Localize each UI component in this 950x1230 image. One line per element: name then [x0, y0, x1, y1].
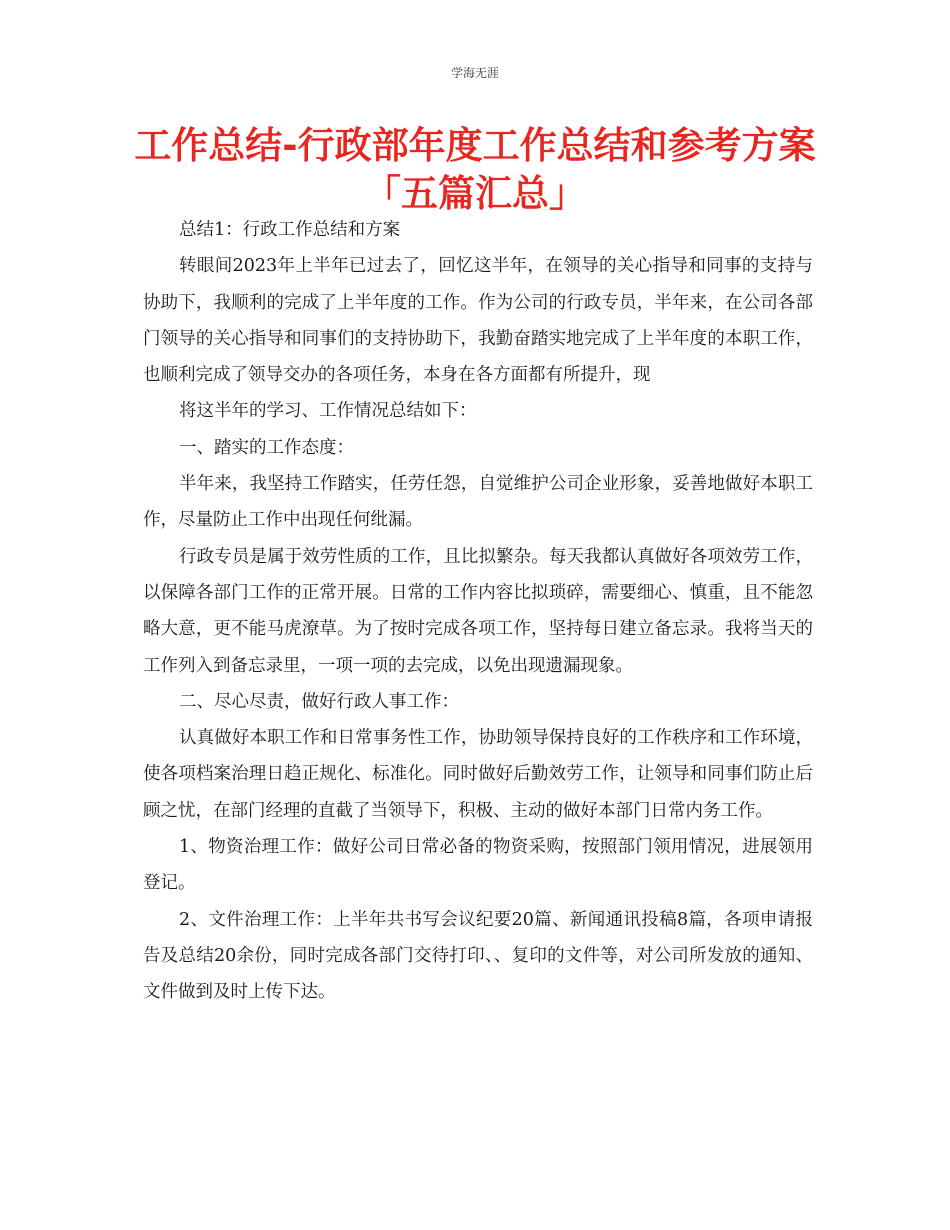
paragraph-summary-lead: 将这半年的学习、工作情况总结如下： — [179, 401, 477, 422]
section-heading-1: 一、踏实的工作态度： — [179, 437, 354, 458]
section-heading-2: 二、尽心尽责，做好行政人事工作： — [179, 691, 459, 712]
section-heading-summary-1: 总结1：行政工作总结和方案 — [179, 220, 401, 240]
document-body — [143, 212, 813, 1011]
list-item-documents: 2、文件治理工作：上半年共书写会议纪要20篇、新闻通讯投稿8篇，各项申请报告及总结20余份，同时完成各部门交待打印、、复印的文件等，对公司所发放的通知、文件做到及时上传下达。 — [143, 909, 813, 1003]
paragraph-duties: 认真做好本职工作和日常事务性工作，协助领导保持良好的工作秩序和工作环境，使各项档案治理日趋正规化、标准化。同时做好后勤效劳工作，让领导和同事们防止后顾之忧，在部门经理的直截了当领导下，积极、主动的做好本部门日常内务工作。 — [143, 728, 813, 821]
document-title: 工作总结-行政部年度工作总结和参考方案「五篇汇总」 — [134, 124, 816, 215]
paragraph-service: 行政专员是属于效劳性质的工作，且比拟繁杂。每天我都认真做好各项效劳工作，以保障各部门工作的正常开展。日常的工作内容比拟琐碎，需要细心、慎重，且不能忽略大意，更不能马虎潦草。为了按时完成各项工作，坚持每日建立备忘录。我将当天的工作列入到备忘录里，一项一项的去完成，以免出现遗漏现象。 — [143, 546, 813, 676]
page-header: 学海无涯 — [450, 66, 499, 80]
paragraph-attitude: 半年来，我坚持工作踏实，任劳任怨，自觉维护公司企业形象，妥善地做好本职工作，尽量防止工作中出现任何纰漏。 — [143, 474, 813, 531]
list-item-materials: 1、物资治理工作：做好公司日常必备的物资采购，按照部门领用情况，进展领用登记。 — [143, 837, 813, 894]
paragraph-intro: 转眼间2023年上半年已过去了，回忆这半年，在领导的关心指导和同事的支持与协助下，我顺利的完成了上半年度的工作。作为公司的行政专员，半年来，在公司各部门领导的关心指导和同事们的支持协助下，我勤奋踏实地完成了上半年度的本职工作，也顺利完成了领导交办的各项任务，本身在各方面都有所提升，现 — [143, 256, 813, 386]
